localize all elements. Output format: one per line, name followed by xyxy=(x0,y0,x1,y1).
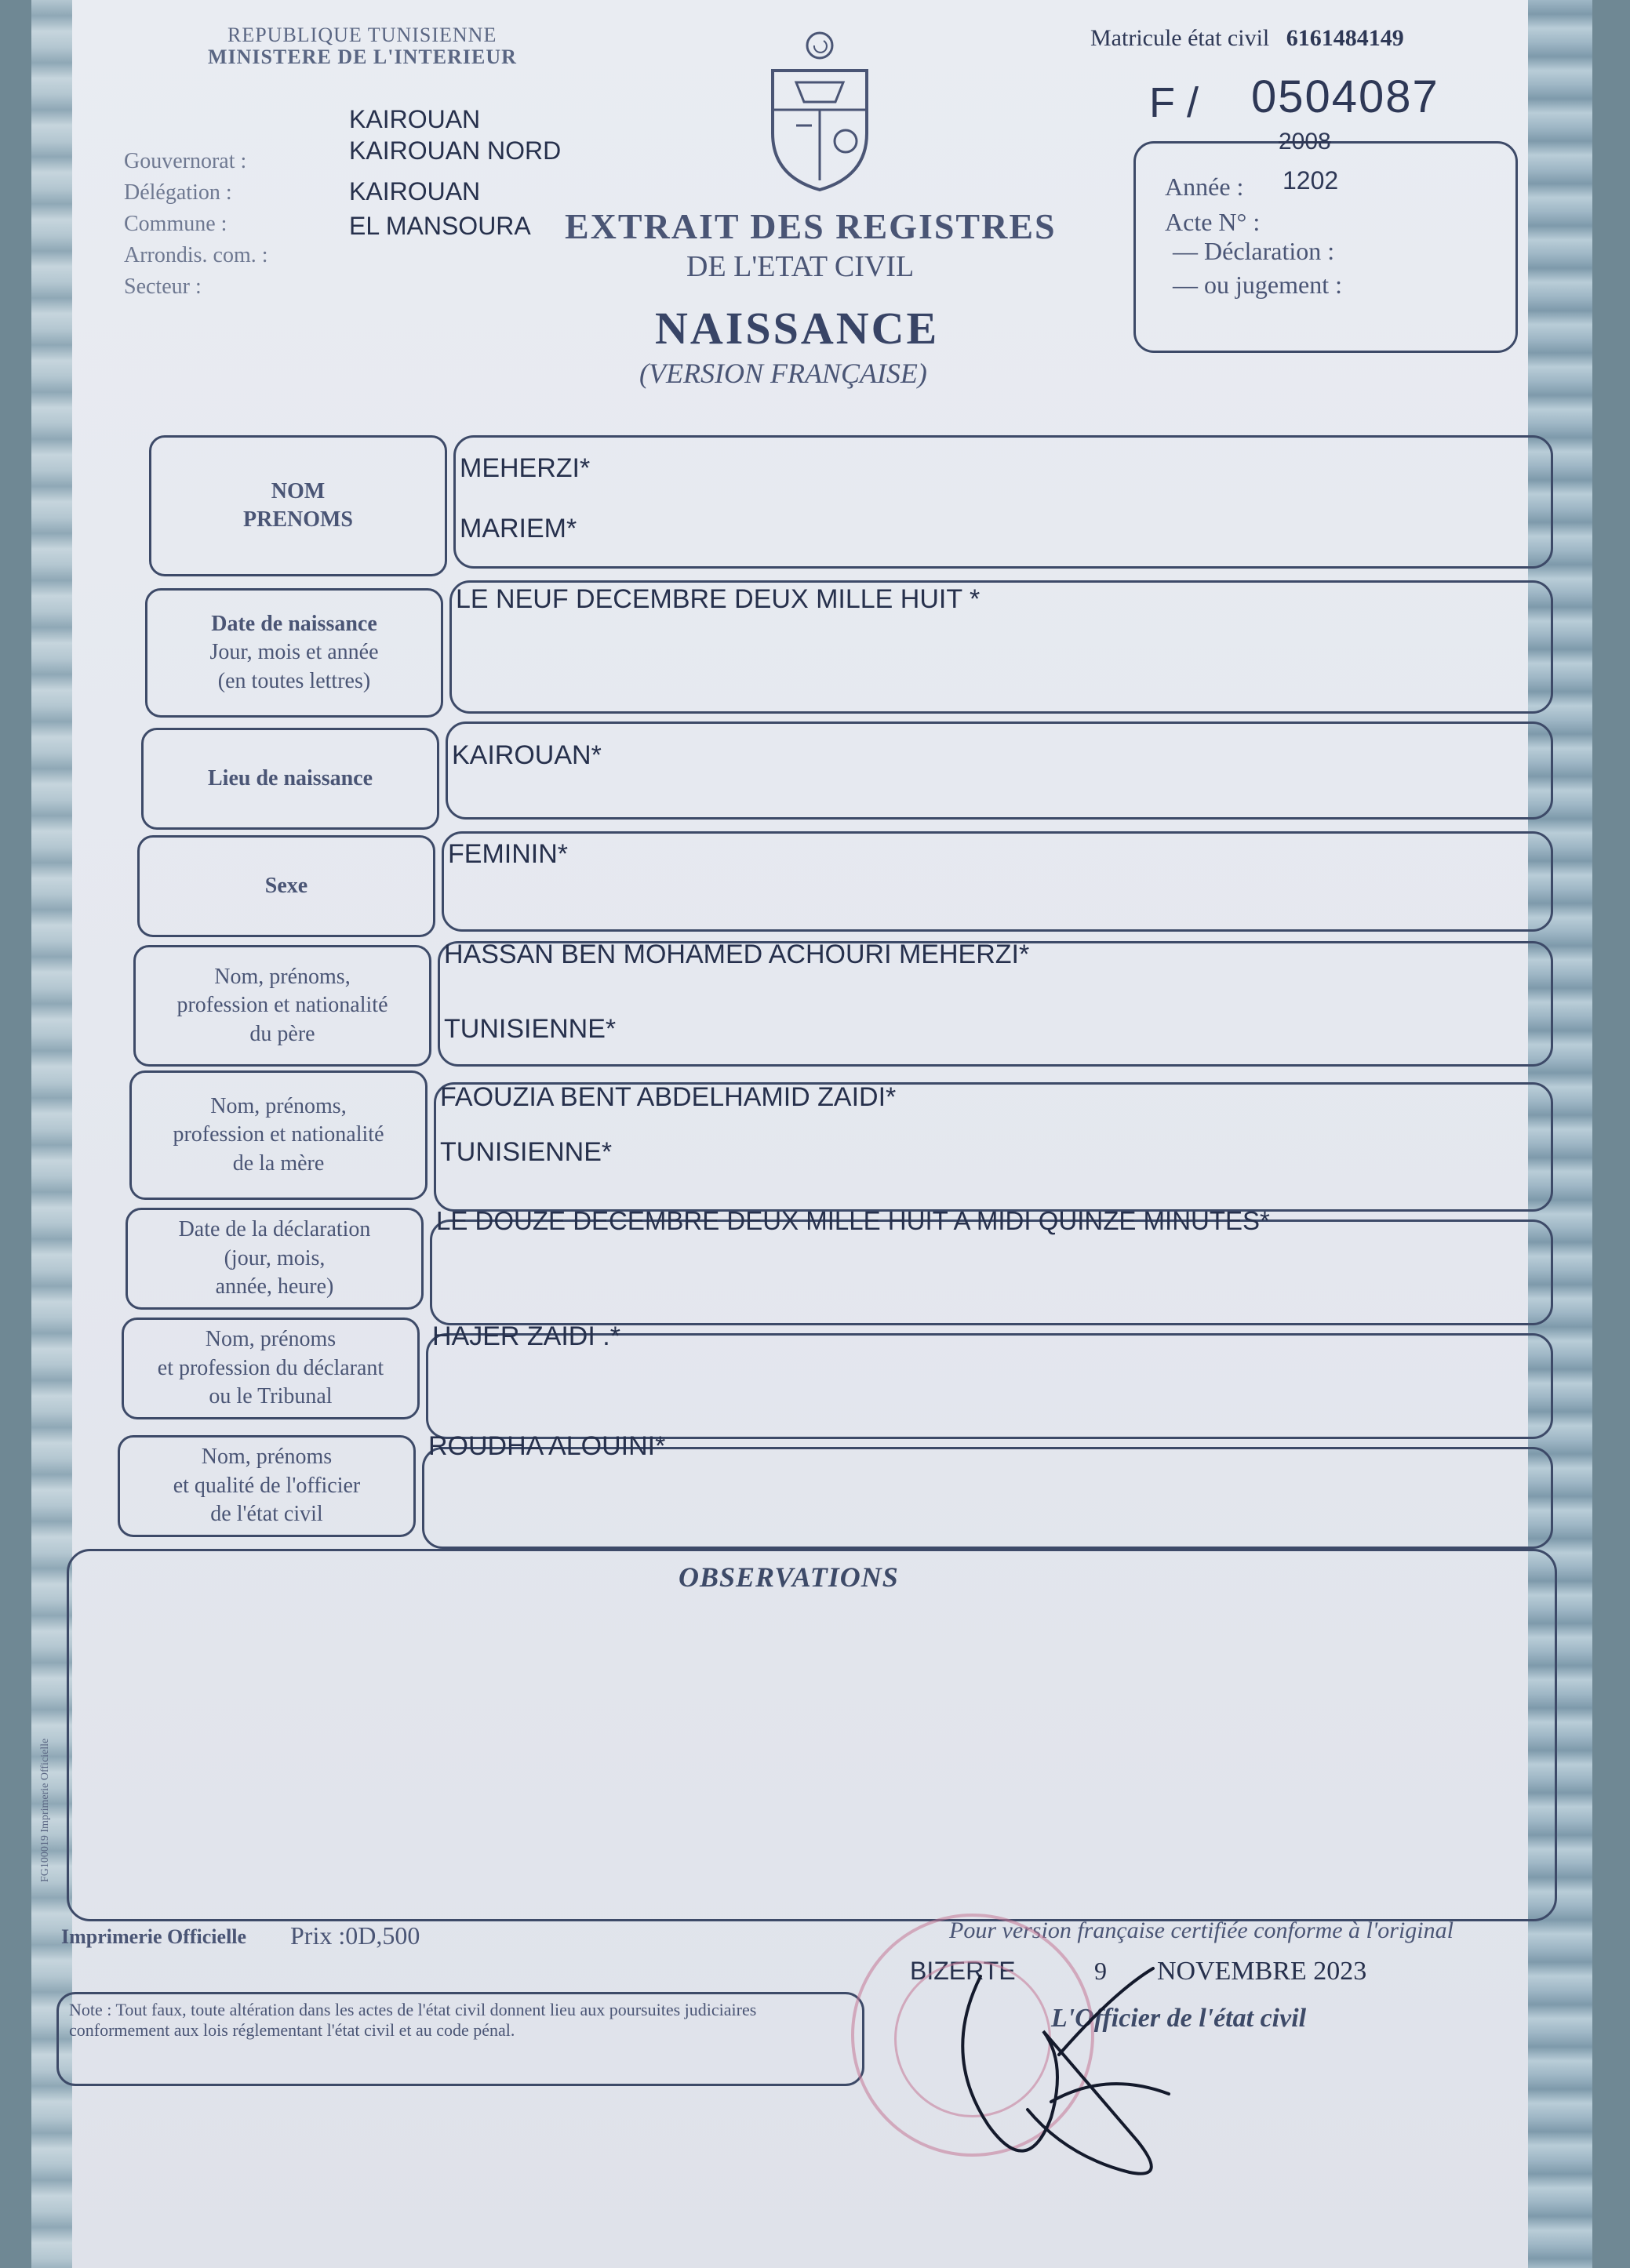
label-secteur: Secteur : xyxy=(124,274,202,299)
label-arrondissement: Arrondis. com. : xyxy=(124,243,268,267)
row-label-line: Nom, prénoms, xyxy=(210,1093,347,1118)
row-label-box xyxy=(145,588,443,718)
row-label-line: Nom, prénoms xyxy=(201,1445,333,1470)
row-value-box xyxy=(422,1447,1553,1549)
row-label-line: Date de la déclaration xyxy=(178,1217,371,1242)
ministry-label: MINISTERE DE L'INTERIEUR xyxy=(208,45,517,68)
row-label-box xyxy=(122,1318,420,1419)
price-label: Prix :0D,500 xyxy=(290,1921,420,1950)
row-label-box xyxy=(118,1435,416,1537)
row-value: KAIROUAN* xyxy=(452,740,602,770)
value-commune: KAIROUAN xyxy=(349,177,481,205)
document-title-line1: EXTRAIT DES REGISTRES xyxy=(565,206,1057,246)
row-value: MARIEM* xyxy=(460,514,577,543)
row-label xyxy=(176,963,387,1049)
serial-prefix: F / xyxy=(1149,79,1199,126)
row-label xyxy=(158,1325,384,1411)
row-label xyxy=(243,478,353,535)
row-label-box xyxy=(141,728,439,830)
row-value: TUNISIENNE* xyxy=(440,1137,613,1167)
row-label xyxy=(173,1443,361,1528)
row-value: ROUDHA ALOUINI* xyxy=(428,1431,666,1461)
row-label-line: Nom, prénoms xyxy=(205,1327,337,1352)
row-value-box xyxy=(453,435,1553,569)
side-printer-code: FG100019 Imprimerie Officielle xyxy=(39,1738,51,1882)
row-value: HASSAN BEN MOHAMED ACHOURI MEHERZI* xyxy=(444,940,1030,969)
row-value: LE NEUF DECEMBRE DEUX MILLE HUIT * xyxy=(456,584,981,614)
row-value-box xyxy=(442,831,1553,932)
annee-label: Année : xyxy=(1165,173,1244,201)
row-label-box xyxy=(126,1208,424,1310)
certification-text: Pour version française certifiée conforme à l'original xyxy=(949,1917,1454,1943)
officer-title: L'Officier de l'état civil xyxy=(1051,2004,1307,2033)
row-label-line: Date de naissance xyxy=(211,611,377,636)
row-label-line: profession et nationalité xyxy=(173,1122,384,1147)
row-label-line: de la mère xyxy=(232,1150,325,1176)
row-value-box xyxy=(446,721,1553,820)
row-label-line: (en toutes lettres) xyxy=(217,668,371,693)
row-label-line: PRENOMS xyxy=(243,507,353,532)
value-gouvernorat: KAIROUAN xyxy=(349,105,481,133)
label-gouvernorat: Gouvernorat : xyxy=(124,149,247,173)
row-label-line: et qualité de l'officier xyxy=(173,1473,361,1498)
acte-value: 1202 xyxy=(1283,166,1339,194)
row-label-box xyxy=(137,835,435,937)
row-label-line: ou le Tribunal xyxy=(209,1384,333,1409)
row-value: FAOUZIA BENT ABDELHAMID ZAIDI* xyxy=(440,1082,897,1112)
row-value: HAJER ZAIDI .* xyxy=(432,1321,620,1351)
legal-note: Note : Tout faux, toute altération dans les actes de l'état civil donnent lieu aux poursuites judiciaires conformement aux lois réglementant l'état civil et au code pénal. xyxy=(69,2000,757,2041)
row-value: TUNISIENNE* xyxy=(444,1014,617,1044)
row-value: LE DOUZE DECEMBRE DEUX MILLE HUIT A MIDI QUINZE MINUTES* xyxy=(436,1206,1270,1235)
matricule xyxy=(1090,25,1404,52)
row-value: MEHERZI* xyxy=(460,453,591,483)
matricule-value: 6161484149 xyxy=(1286,25,1404,51)
printer-label: Imprimerie Officielle xyxy=(61,1925,247,1948)
row-label-line: profession et nationalité xyxy=(176,993,388,1018)
row-label-line: Jour, mois et année xyxy=(209,640,379,665)
matricule-label: Matricule état civil xyxy=(1090,25,1270,51)
row-label xyxy=(173,1092,384,1178)
row-label xyxy=(265,872,307,900)
document-title-line2: DE L'ETAT CIVIL xyxy=(686,250,915,283)
row-label-line: du père xyxy=(249,1021,315,1046)
row-label-line: Nom, prénoms, xyxy=(214,964,351,989)
row-label-line: NOM xyxy=(271,478,326,503)
footer-city: BIZERTE xyxy=(910,1957,1016,1985)
label-delegation: Délégation : xyxy=(124,180,232,205)
document-version: (VERSION FRANÇAISE) xyxy=(639,358,927,389)
document-title-main: NAISSANCE xyxy=(655,303,940,354)
declaration-label: — Déclaration : xyxy=(1173,237,1335,265)
value-arrondissement: EL MANSOURA xyxy=(349,212,531,240)
row-label xyxy=(179,1216,371,1301)
row-label-box xyxy=(129,1070,428,1200)
row-label xyxy=(208,765,373,793)
row-label-box xyxy=(133,945,431,1067)
document-page xyxy=(31,0,1592,2268)
coat-of-arms-emblem xyxy=(753,24,886,196)
row-label-box xyxy=(149,435,447,576)
officer-signature xyxy=(933,1945,1232,2196)
republic-label: REPUBLIQUE TUNISIENNE xyxy=(227,24,497,46)
row-label xyxy=(209,610,378,696)
row-label-line: Sexe xyxy=(264,873,308,898)
jugement-label: — ou jugement : xyxy=(1173,271,1342,299)
acte-label: Acte N° : xyxy=(1165,208,1261,236)
observations-box xyxy=(67,1549,1557,1921)
row-label-line: de l'état civil xyxy=(210,1502,323,1527)
row-label-line: année, heure) xyxy=(215,1274,334,1299)
serial-number: 0504087 xyxy=(1251,71,1439,122)
row-label-line: et profession du déclarant xyxy=(157,1355,384,1380)
annee-value: 2008 xyxy=(1279,129,1331,154)
row-value: FEMININ* xyxy=(448,839,568,869)
footer-day: 9 xyxy=(1094,1957,1107,1985)
observations-title: OBSERVATIONS xyxy=(679,1561,899,1593)
value-delegation: KAIROUAN NORD xyxy=(349,136,562,165)
footer-date: NOVEMBRE 2023 xyxy=(1157,1957,1367,1986)
row-label-line: (jour, mois, xyxy=(224,1245,326,1270)
label-commune: Commune : xyxy=(124,212,227,236)
row-label-line: Lieu de naissance xyxy=(207,765,373,791)
